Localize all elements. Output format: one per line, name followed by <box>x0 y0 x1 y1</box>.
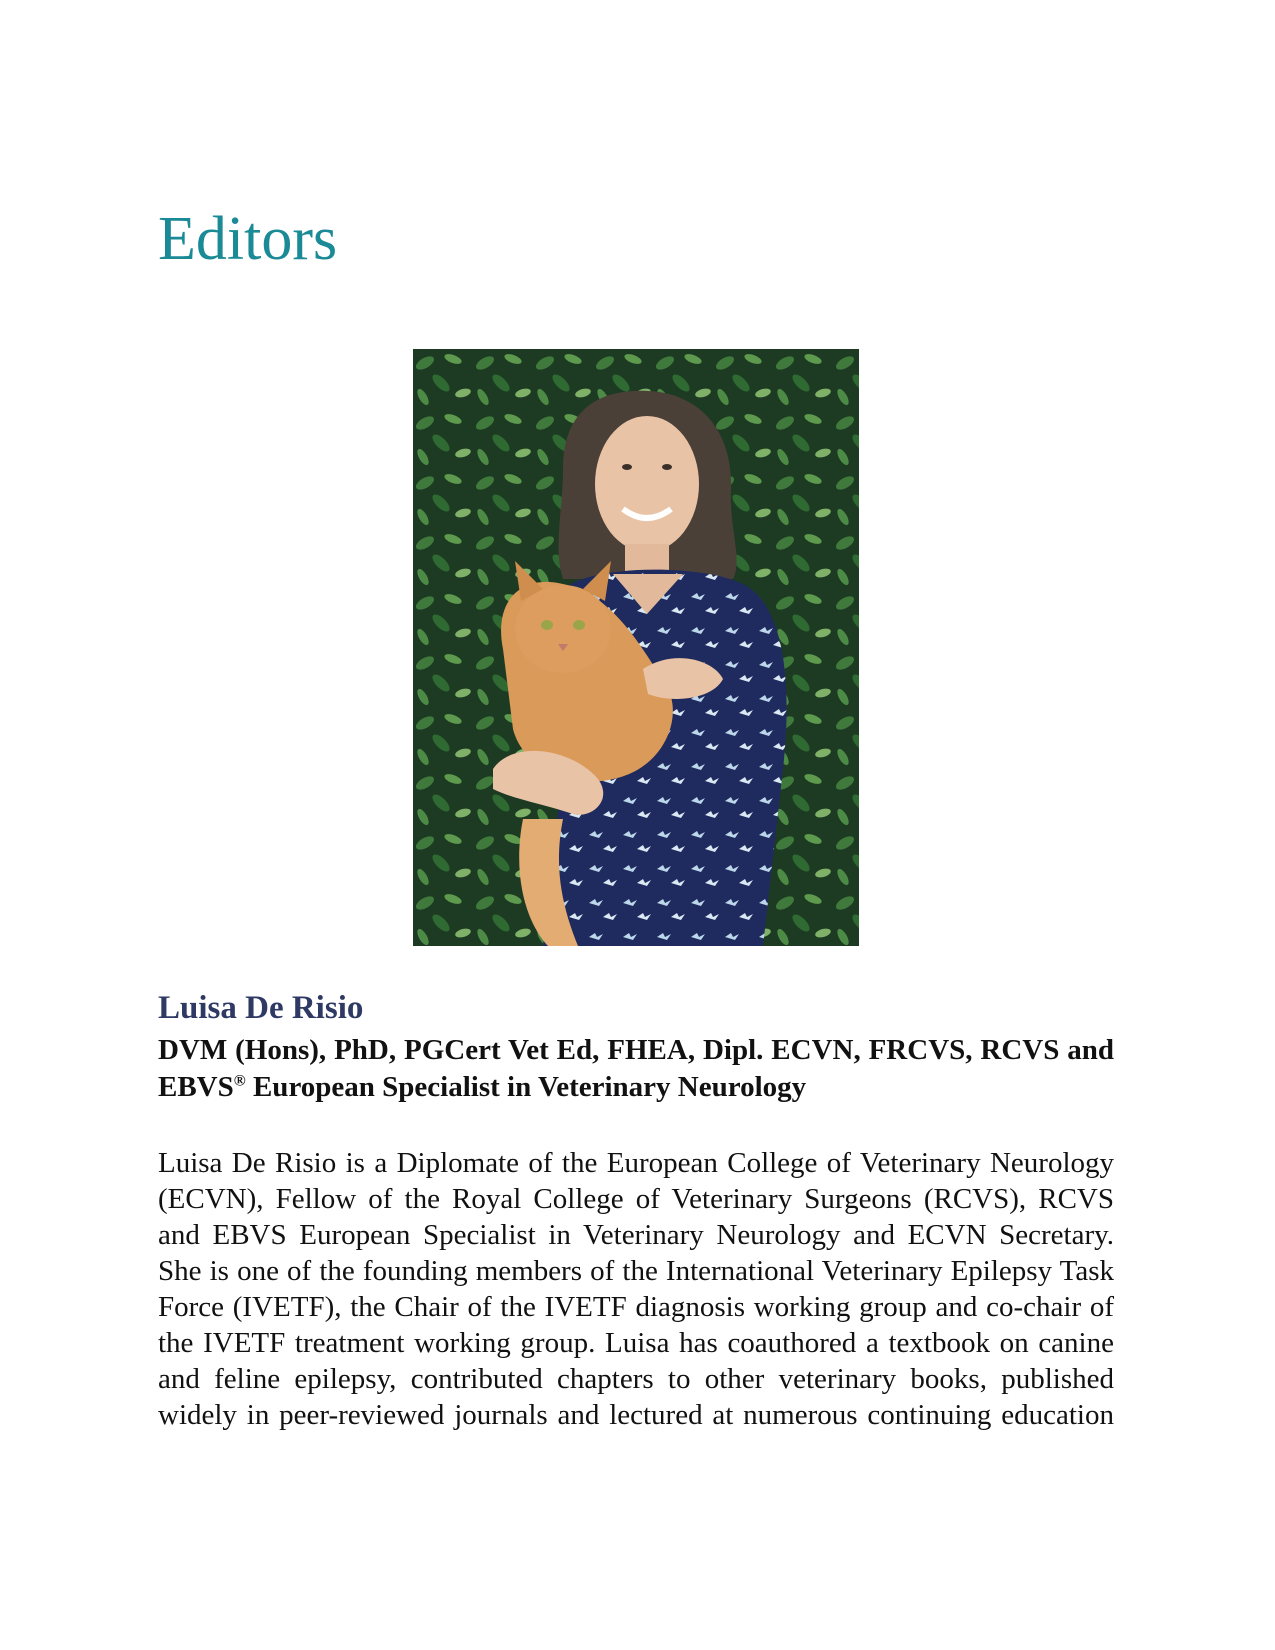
editor-portrait-photo <box>413 349 859 946</box>
credentials-line2: European Specialist in Veterinary Neurology <box>245 1071 807 1103</box>
page-title: Editors <box>158 205 338 273</box>
credentials-line1: DVM (Hons), PhD, PGCert Vet Ed, FHEA, Dipl. ECVN, FRCVS, RCVS and EBVS <box>158 1034 1114 1103</box>
editor-bio: Luisa De Risio is a Diplomate of the European College of Veterinary Neurology (ECVN), Fellow of the Royal College of Veterinary Surgeons (RCVS), RCVS and EBVS European Specialist in Veterinary Neurology and ECVN Secretary. She is one of the founding members of the International Veterinary Epilepsy Task Force (IVETF), the Chair of the IVETF diagnosis working group and co-chair of the IVETF treatment working group. Luisa has coauthored a textbook on canine and feline epilepsy, contributed chapters to other veterinary books, published widely in peer-reviewed journals and lectured at numerous continuing education <box>158 1147 1114 1431</box>
editor-name: Luisa De Risio <box>158 990 364 1026</box>
registered-mark: ® <box>233 1072 246 1090</box>
editor-credentials <box>158 1032 1114 1106</box>
